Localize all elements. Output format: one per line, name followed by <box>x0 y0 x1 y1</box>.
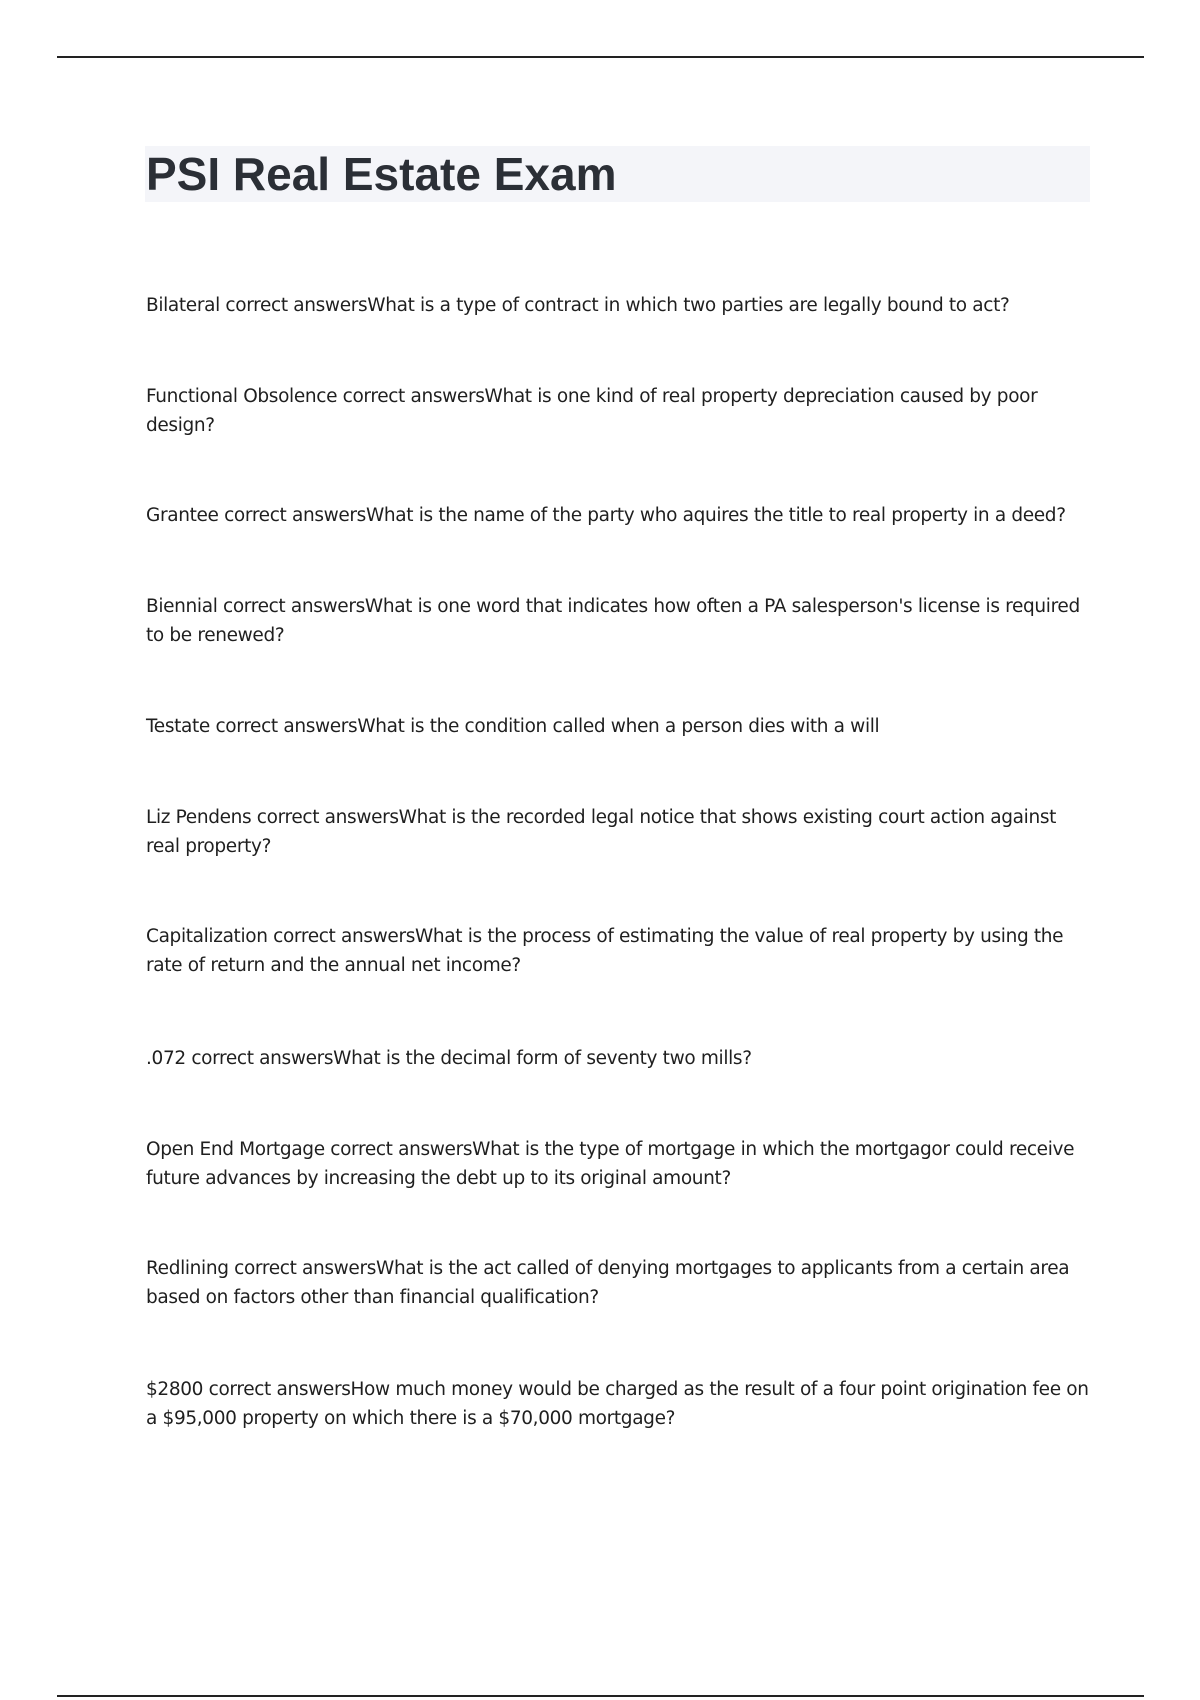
qa-item-open-end-mortgage: Open End Mortgage correct answersWhat is the type of mortgage in which the mortgagor could receive future advances by increasing the debt up to its original amount? <box>146 1139 1075 1189</box>
qa-item-origination-fee: $2800 correct answersHow much money would be charged as the result of a four point origination fee on a $95,000 property on which there is a $70,000 mortgage? <box>146 1379 1089 1429</box>
qa-item-decimal-mills: .072 correct answersWhat is the decimal form of seventy two mills? <box>146 1048 752 1069</box>
page-title: PSI Real Estate Exam <box>146 148 617 200</box>
qa-item-liz-pendens: Liz Pendens correct answersWhat is the recorded legal notice that shows existing court action against real property? <box>146 807 1057 857</box>
bottom-divider <box>57 1695 1144 1697</box>
top-divider <box>57 56 1144 58</box>
qa-item-redlining: Redlining correct answersWhat is the act called of denying mortgages to applicants from a certain area based on factors other than financial qualification? <box>146 1258 1070 1308</box>
qa-item-grantee: Grantee correct answersWhat is the name of the party who aquires the title to real property in a deed? <box>146 505 1066 526</box>
qa-item-capitalization: Capitalization correct answersWhat is the process of estimating the value of real property by using the rate of return and the annual net income? <box>146 926 1064 976</box>
qa-item-biennial: Biennial correct answersWhat is one word that indicates how often a PA salesperson's license is required to be renewed? <box>146 596 1080 646</box>
qa-item-functional-obsolence: Functional Obsolence correct answersWhat is one kind of real property depreciation caused by poor design? <box>146 386 1038 436</box>
qa-item-bilateral: Bilateral correct answersWhat is a type of contract in which two parties are legally bound to act? <box>146 295 1010 316</box>
qa-item-testate: Testate correct answersWhat is the condition called when a person dies with a will <box>146 716 880 737</box>
